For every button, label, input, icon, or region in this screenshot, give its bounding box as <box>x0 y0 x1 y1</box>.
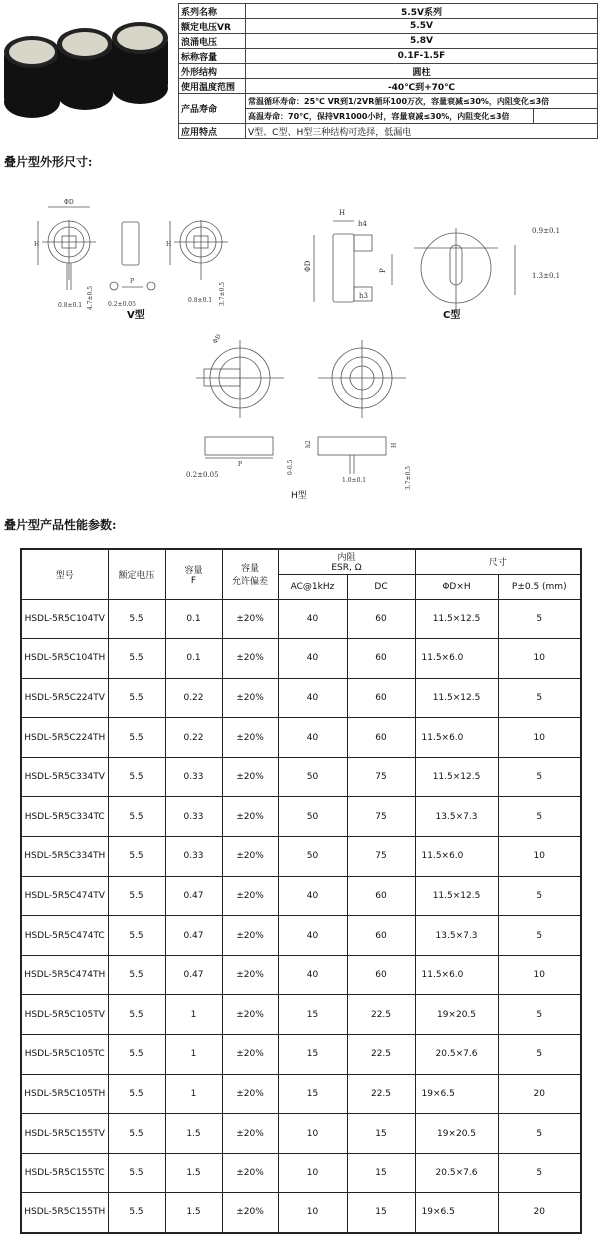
svg-text:1.0±0.1: 1.0±0.1 <box>342 477 367 484</box>
cell-esr-dc: 60 <box>347 718 415 758</box>
dimension-diagrams <box>0 170 600 500</box>
cell-model: HSDL-5R5C474TV <box>21 876 108 916</box>
cell-esr-dc: 60 <box>347 639 415 679</box>
cell-model: HSDL-5R5C104TV <box>21 599 108 639</box>
cell-model: HSDL-5R5C155TV <box>21 1114 108 1154</box>
cell-esr-ac: 40 <box>278 876 347 916</box>
svg-text:1.3±0.1: 1.3±0.1 <box>532 272 561 280</box>
v-type-caption: V型 <box>127 310 145 321</box>
cell-esr-ac: 50 <box>278 797 347 837</box>
cell-esr-dc: 60 <box>347 599 415 639</box>
cell-pitch: 5 <box>498 1035 581 1075</box>
params-table <box>20 548 582 1234</box>
cell-esr-dc: 60 <box>347 678 415 718</box>
cell-capacity: 0.22 <box>165 678 222 718</box>
cell-esr-ac: 15 <box>278 1074 347 1114</box>
cell-model: HSDL-5R5C224TH <box>21 718 108 758</box>
table-row <box>21 639 581 679</box>
cell-model: HSDL-5R5C224TV <box>21 678 108 718</box>
cell-size-dh: 11.5×6.0 <box>415 639 498 679</box>
svg-text:4.7±0.5: 4.7±0.5 <box>87 285 94 310</box>
header-dh: ΦD×H <box>415 574 498 599</box>
cell-voltage: 5.5 <box>108 995 165 1035</box>
cell-tolerance: ±20% <box>222 1035 278 1075</box>
cell-tolerance: ±20% <box>222 1114 278 1154</box>
cell-esr-ac: 10 <box>278 1193 347 1233</box>
cell-size-dh: 11.5×6.0 <box>415 837 498 877</box>
cell-voltage: 5.5 <box>108 1193 165 1233</box>
svg-text:H: H <box>34 241 40 248</box>
cell-size-dh: 11.5×12.5 <box>415 599 498 639</box>
svg-text:ΦD: ΦD <box>64 199 74 206</box>
cell-pitch: 5 <box>498 599 581 639</box>
cell-tolerance: ±20% <box>222 797 278 837</box>
table-row <box>21 876 581 916</box>
product-photo <box>2 22 172 122</box>
spec-row: 系列名称 5.5V系列 <box>179 4 598 19</box>
cell-model: HSDL-5R5C105TC <box>21 1035 108 1075</box>
cell-size-dh: 20.5×7.6 <box>415 1153 498 1193</box>
spec-row: 标称容量 0.1F-1.5F <box>179 49 598 64</box>
cell-esr-dc: 75 <box>347 797 415 837</box>
header-voltage: 额定电压 <box>108 549 165 599</box>
table-row <box>21 837 581 877</box>
cell-esr-dc: 22.5 <box>347 1074 415 1114</box>
c-type-diagram <box>304 209 560 321</box>
cell-capacity: 1 <box>165 1035 222 1075</box>
cell-tolerance: ±20% <box>222 639 278 679</box>
cell-esr-dc: 15 <box>347 1193 415 1233</box>
cell-pitch: 20 <box>498 1193 581 1233</box>
table-row <box>21 916 581 956</box>
cell-voltage: 5.5 <box>108 876 165 916</box>
cell-model: HSDL-5R5C474TC <box>21 916 108 956</box>
spec-row: 额定电压VR 5.5V <box>179 19 598 34</box>
cell-pitch: 5 <box>498 797 581 837</box>
cell-capacity: 0.47 <box>165 916 222 956</box>
cell-esr-ac: 40 <box>278 718 347 758</box>
table-row <box>21 1035 581 1075</box>
cell-size-dh: 20.5×7.6 <box>415 1035 498 1075</box>
cell-voltage: 5.5 <box>108 955 165 995</box>
spec-table <box>178 3 598 139</box>
cell-tolerance: ±20% <box>222 718 278 758</box>
cell-model: HSDL-5R5C105TV <box>21 995 108 1035</box>
svg-text:P: P <box>379 268 387 273</box>
cell-pitch: 5 <box>498 1153 581 1193</box>
cell-size-dh: 11.5×6.0 <box>415 955 498 995</box>
cell-pitch: 10 <box>498 718 581 758</box>
cell-voltage: 5.5 <box>108 797 165 837</box>
cell-esr-ac: 40 <box>278 955 347 995</box>
table-row <box>21 718 581 758</box>
spec-row: 外形结构 圆柱 <box>179 64 598 79</box>
cell-tolerance: ±20% <box>222 876 278 916</box>
cell-tolerance: ±20% <box>222 1193 278 1233</box>
h-type-caption: H型 <box>291 491 307 500</box>
svg-text:0.2±0.05: 0.2±0.05 <box>108 301 136 308</box>
cell-capacity: 1.5 <box>165 1193 222 1233</box>
cell-capacity: 0.33 <box>165 797 222 837</box>
capacitor-1 <box>4 36 60 118</box>
svg-text:ΦD: ΦD <box>304 260 312 272</box>
cell-esr-ac: 40 <box>278 916 347 956</box>
header-model: 型号 <box>21 549 108 599</box>
header-tolerance: 容量 允许偏差 <box>222 549 278 599</box>
table-row <box>21 1153 581 1193</box>
cell-esr-dc: 60 <box>347 876 415 916</box>
cell-esr-ac: 10 <box>278 1114 347 1154</box>
cell-model: HSDL-5R5C155TC <box>21 1153 108 1193</box>
cell-voltage: 5.5 <box>108 599 165 639</box>
cell-capacity: 0.1 <box>165 599 222 639</box>
cell-voltage: 5.5 <box>108 1114 165 1154</box>
svg-text:H: H <box>391 442 398 448</box>
cell-size-dh: 11.5×12.5 <box>415 678 498 718</box>
cell-model: HSDL-5R5C474TH <box>21 955 108 995</box>
cell-pitch: 5 <box>498 876 581 916</box>
cell-esr-ac: 40 <box>278 678 347 718</box>
cell-voltage: 5.5 <box>108 916 165 956</box>
cell-esr-ac: 50 <box>278 757 347 797</box>
cell-esr-dc: 60 <box>347 955 415 995</box>
cell-capacity: 0.47 <box>165 955 222 995</box>
table-row <box>21 955 581 995</box>
header-size: 尺寸 <box>415 549 581 574</box>
cell-esr-dc: 75 <box>347 757 415 797</box>
spec-row: 使用温度范围 -40℃到+70℃ <box>179 79 598 94</box>
svg-text:H: H <box>166 241 172 248</box>
table-row <box>21 757 581 797</box>
svg-text:ΦD: ΦD <box>211 333 223 345</box>
cell-capacity: 0.1 <box>165 639 222 679</box>
svg-text:3.7±0.5: 3.7±0.5 <box>219 281 226 306</box>
table-row <box>21 797 581 837</box>
cell-esr-dc: 22.5 <box>347 1035 415 1075</box>
cell-size-dh: 19×6.5 <box>415 1193 498 1233</box>
svg-text:H: H <box>339 209 346 217</box>
table-row <box>21 1193 581 1233</box>
cell-voltage: 5.5 <box>108 757 165 797</box>
svg-text:0-0.5: 0-0.5 <box>287 459 294 475</box>
cell-tolerance: ±20% <box>222 995 278 1035</box>
cell-pitch: 10 <box>498 837 581 877</box>
spec-row: 产品寿命 常温循环寿命：25℃ VR到1/2VR循环100万次，容量衰减≤30%，内阻变化≤3倍 <box>179 94 598 109</box>
svg-text:0.8±0.1: 0.8±0.1 <box>188 297 213 304</box>
cell-esr-ac: 15 <box>278 1035 347 1075</box>
cell-size-dh: 11.5×6.0 <box>415 718 498 758</box>
cell-size-dh: 11.5×12.5 <box>415 876 498 916</box>
svg-text:0.2±0.05: 0.2±0.05 <box>186 471 219 479</box>
cell-esr-dc: 60 <box>347 916 415 956</box>
cell-esr-dc: 22.5 <box>347 995 415 1035</box>
cell-pitch: 10 <box>498 955 581 995</box>
cell-voltage: 5.5 <box>108 1074 165 1114</box>
svg-text:0.8±0.1: 0.8±0.1 <box>58 302 83 309</box>
cell-size-dh: 19×20.5 <box>415 995 498 1035</box>
c-type-caption: C型 <box>443 310 461 321</box>
table-row <box>21 599 581 639</box>
cell-voltage: 5.5 <box>108 1153 165 1193</box>
h-type-diagram <box>186 333 412 500</box>
cell-tolerance: ±20% <box>222 757 278 797</box>
cell-model: HSDL-5R5C334TV <box>21 757 108 797</box>
cell-capacity: 1.5 <box>165 1114 222 1154</box>
cell-size-dh: 13.5×7.3 <box>415 916 498 956</box>
cell-size-dh: 13.5×7.3 <box>415 797 498 837</box>
cell-pitch: 5 <box>498 757 581 797</box>
cell-capacity: 0.47 <box>165 876 222 916</box>
svg-text:P: P <box>130 278 135 285</box>
header-ac: AC@1kHz <box>278 574 347 599</box>
cell-voltage: 5.5 <box>108 1035 165 1075</box>
cell-esr-dc: 15 <box>347 1114 415 1154</box>
cell-model: HSDL-5R5C155TH <box>21 1193 108 1233</box>
header-dc: DC <box>347 574 415 599</box>
cell-voltage: 5.5 <box>108 678 165 718</box>
svg-text:h3: h3 <box>359 292 368 300</box>
cell-pitch: 5 <box>498 1114 581 1154</box>
v-type-diagram <box>34 199 228 321</box>
cell-size-dh: 11.5×12.5 <box>415 757 498 797</box>
cell-tolerance: ±20% <box>222 678 278 718</box>
cell-capacity: 1.5 <box>165 1153 222 1193</box>
cell-tolerance: ±20% <box>222 599 278 639</box>
capacitor-3 <box>112 22 168 104</box>
svg-text:h2: h2 <box>305 440 312 448</box>
cell-capacity: 0.33 <box>165 757 222 797</box>
header-capacity: 容量 F <box>165 549 222 599</box>
cell-tolerance: ±20% <box>222 837 278 877</box>
svg-text:P: P <box>238 461 243 468</box>
spec-row: 高温寿命：70℃，保持VR1000小时，容量衰减≤30%，内阻变化≤3倍 <box>179 109 598 124</box>
cell-esr-ac: 15 <box>278 995 347 1035</box>
dimensions-title: 叠片型外形尺寸: <box>4 155 93 169</box>
cell-model: HSDL-5R5C104TH <box>21 639 108 679</box>
cell-pitch: 5 <box>498 678 581 718</box>
cell-pitch: 5 <box>498 916 581 956</box>
cell-capacity: 0.33 <box>165 837 222 877</box>
cell-model: HSDL-5R5C334TH <box>21 837 108 877</box>
cell-voltage: 5.5 <box>108 837 165 877</box>
cell-pitch: 10 <box>498 639 581 679</box>
cell-esr-ac: 10 <box>278 1153 347 1193</box>
cell-esr-ac: 50 <box>278 837 347 877</box>
header-p: P±0.5 (mm) <box>498 574 581 599</box>
table-row <box>21 1074 581 1114</box>
cell-esr-dc: 75 <box>347 837 415 877</box>
cell-model: HSDL-5R5C334TC <box>21 797 108 837</box>
params-title: 叠片型产品性能参数: <box>4 518 117 532</box>
spec-row: 浪涌电压 5.8V <box>179 34 598 49</box>
cell-model: HSDL-5R5C105TH <box>21 1074 108 1114</box>
cell-pitch: 5 <box>498 995 581 1035</box>
cell-voltage: 5.5 <box>108 718 165 758</box>
svg-text:3.7±0.5: 3.7±0.5 <box>405 465 412 490</box>
cell-size-dh: 19×6.5 <box>415 1074 498 1114</box>
svg-text:0.9±0.1: 0.9±0.1 <box>532 227 561 235</box>
spec-row: 应用特点 V型、C型、H型三种结构可选择，低漏电 <box>179 124 598 139</box>
table-row <box>21 1114 581 1154</box>
cell-tolerance: ±20% <box>222 916 278 956</box>
cell-voltage: 5.5 <box>108 639 165 679</box>
cell-tolerance: ±20% <box>222 955 278 995</box>
svg-text:h4: h4 <box>358 220 367 228</box>
cell-tolerance: ±20% <box>222 1074 278 1114</box>
capacitor-2 <box>57 28 113 110</box>
cell-esr-ac: 40 <box>278 599 347 639</box>
table-row <box>21 995 581 1035</box>
cell-tolerance: ±20% <box>222 1153 278 1193</box>
header-esr: 内阻 ESR, Ω <box>278 549 415 574</box>
cell-esr-dc: 15 <box>347 1153 415 1193</box>
cell-capacity: 1 <box>165 1074 222 1114</box>
cell-capacity: 1 <box>165 995 222 1035</box>
cell-esr-ac: 40 <box>278 639 347 679</box>
cell-capacity: 0.22 <box>165 718 222 758</box>
table-row <box>21 678 581 718</box>
cell-pitch: 20 <box>498 1074 581 1114</box>
cell-size-dh: 19×20.5 <box>415 1114 498 1154</box>
